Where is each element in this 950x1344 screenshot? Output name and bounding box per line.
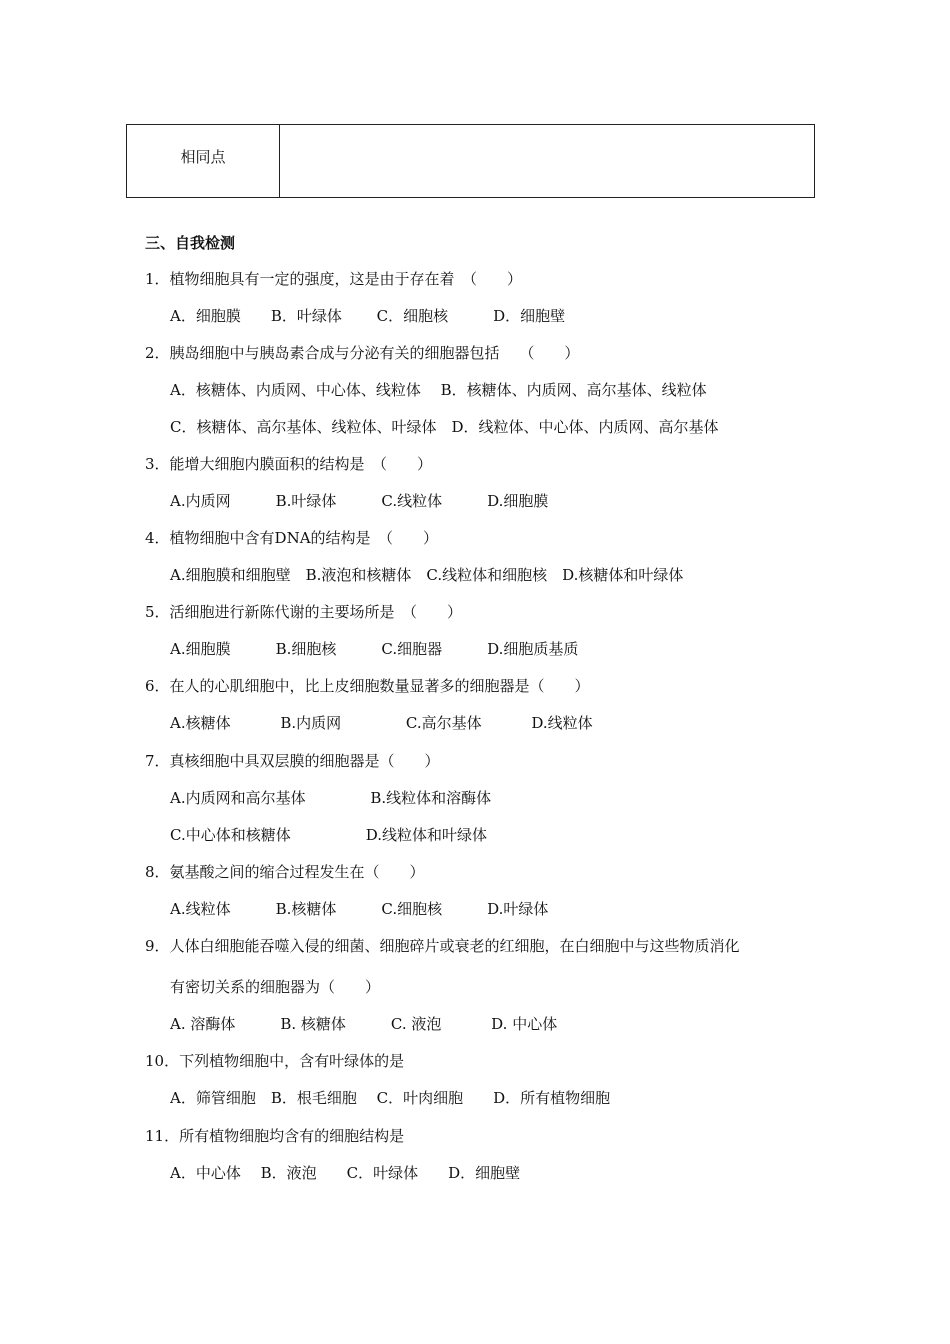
table-label-cell <box>127 125 280 197</box>
question-2: 2．胰岛细胞中与胰岛素合成与分泌有关的细胞器包括 （ ） <box>145 344 580 362</box>
table-label: 相同点 <box>180 148 226 166</box>
question-10: 10．下列植物细胞中，含有叶绿体的是 <box>145 1052 405 1070</box>
question-6: 6．在人的心肌细胞中，比上皮细胞数量显著多的细胞器是（ ） <box>145 677 590 695</box>
question-9-options: A. 溶酶体 B. 核糖体 C. 液泡 D. 中心体 <box>170 1015 558 1033</box>
question-4: 4．植物细胞中含有DNA的结构是 （ ） <box>145 529 439 547</box>
question-9: 9．人体白细胞能吞噬入侵的细菌、细胞碎片或衰老的红细胞，在白细胞中与这些物质消化 <box>145 937 740 955</box>
question-5: 5．活细胞进行新陈代谢的主要场所是 （ ） <box>145 603 463 621</box>
question-3: 3．能增大细胞内膜面积的结构是 （ ） <box>145 455 433 473</box>
comparison-table <box>126 124 815 198</box>
question-7: 7．真核细胞中具双层膜的细胞器是（ ） <box>145 752 440 770</box>
question-1: 1．植物细胞具有一定的强度，这是由于存在着 （ ） <box>145 270 523 288</box>
question-11: 11．所有植物细胞均含有的细胞结构是 <box>145 1127 405 1145</box>
question-3-options: A.内质网 B.叶绿体 C.线粒体 D.细胞膜 <box>170 492 549 510</box>
question-5-options: A.细胞膜 B.细胞核 C.细胞器 D.细胞质基质 <box>170 640 579 658</box>
question-8: 8．氨基酸之间的缩合过程发生在（ ） <box>145 863 425 881</box>
question-7-options-1: A.内质网和高尔基体 B.线粒体和溶酶体 <box>170 789 492 807</box>
question-11-options: A．中心体 B．液泡 C．叶绿体 D．细胞壁 <box>170 1164 521 1182</box>
question-10-options: A．筛管细胞 B．根毛细胞 C．叶肉细胞 D．所有植物细胞 <box>170 1089 611 1107</box>
table-value-cell <box>280 125 814 197</box>
question-2-options-1: A．核糖体、内质网、中心体、线粒体 B．核糖体、内质网、高尔基体、线粒体 <box>170 381 707 399</box>
question-4-options: A.细胞膜和细胞壁 B.液泡和核糖体 C.线粒体和细胞核 D.核糖体和叶绿体 <box>170 566 684 584</box>
question-1-options: A．细胞膜 B．叶绿体 C．细胞核 D．细胞壁 <box>170 307 566 325</box>
question-2-options-2: C．核糖体、高尔基体、线粒体、叶绿体 D．线粒体、中心体、内质网、高尔基体 <box>170 418 719 436</box>
question-9-continuation: 有密切关系的细胞器为（ ） <box>170 978 381 996</box>
question-7-options-2: C.中心体和核糖体 D.线粒体和叶绿体 <box>170 826 487 844</box>
question-8-options: A.线粒体 B.核糖体 C.细胞核 D.叶绿体 <box>170 900 549 918</box>
section-title: 三、自我检测 <box>145 234 236 252</box>
question-6-options: A.核糖体 B.内质网 C.高尔基体 D.线粒体 <box>170 714 593 732</box>
